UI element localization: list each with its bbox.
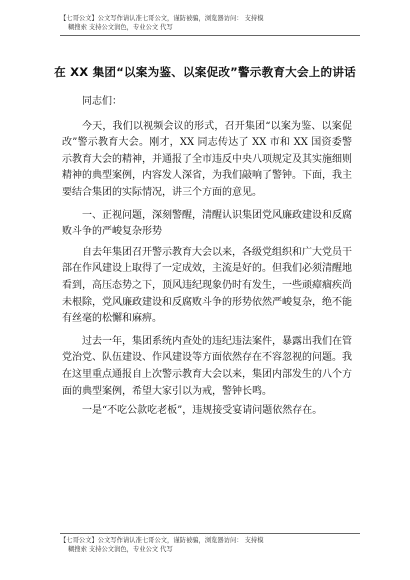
paragraph-intro: 今天，我们以视频会议的形式，召开集团“以案为鉴、以案促改”警示教育大会。刚才，XX 同志传达了 XX 市和 XX 国资委警示教育大会的精神，并通报了全市违反中央八项规定及其实施细则精神的典型案例，内容发人深省，为我们敲响了警钟。下面，我主要结合集团的实际情况，讲三个方面的意见。 [62, 120, 352, 198]
footer-line-2: 糊搜索 支持公文润色，专业公文 代写 [68, 546, 173, 553]
document-body [62, 94, 352, 426]
footer-line-1: 【七哥公文】公文写作请认准七哥公文，谨防被骗，浏览器访问： 支持模 [60, 537, 264, 544]
section-heading-1: 一、正视问题，深刻警醒，清醒认识集团党风廉政建设和反腐败斗争的严峻复杂形势 [62, 209, 352, 238]
page-footer [60, 533, 390, 554]
salutation: 同志们： [82, 96, 122, 107]
header-line-1: 【七哥公文】公文写作请认准七哥公文，谨防被骗，浏览器访问： 支持模 [60, 15, 264, 22]
header-rule [60, 35, 360, 36]
header-line-2: 糊搜索 支持公文润色，专业公文 代写 [68, 24, 173, 31]
paragraph-cases: 过去一年，集团系统内查处的违纪违法案件，暴露出我们在管党治党、队伍建设、作风建设等方面依然存在不容忽视的问题。我在这里重点通报自上次警示教育大会以来，集团内部发生的八个方面的典型案例，希望大家引以为戒，警钟长鸣。 [62, 335, 352, 397]
paragraph-situation: 自去年集团召开警示教育大会以来，各级党组织和广大党员干部在作风建设上取得了一定成效，主流是好的。但我们必须清醒地看到，高压态势之下，顶风违纪现象仍时有发生，一些顽瘴痼疾尚未根除，党风廉政建设和反腐败斗争的形势依然严峻复杂，绝不能有丝毫的松懈和麻痹。 [62, 246, 352, 325]
paragraph-point-1: 一是“不吃公款吃老板”，违规接受宴请问题依然存在。 [82, 405, 323, 417]
footer-rule [60, 533, 360, 534]
page-header [60, 14, 390, 36]
document-title: 在 XX 集团“以案为鉴、以案促改”警示教育大会上的讲话 [54, 65, 356, 79]
